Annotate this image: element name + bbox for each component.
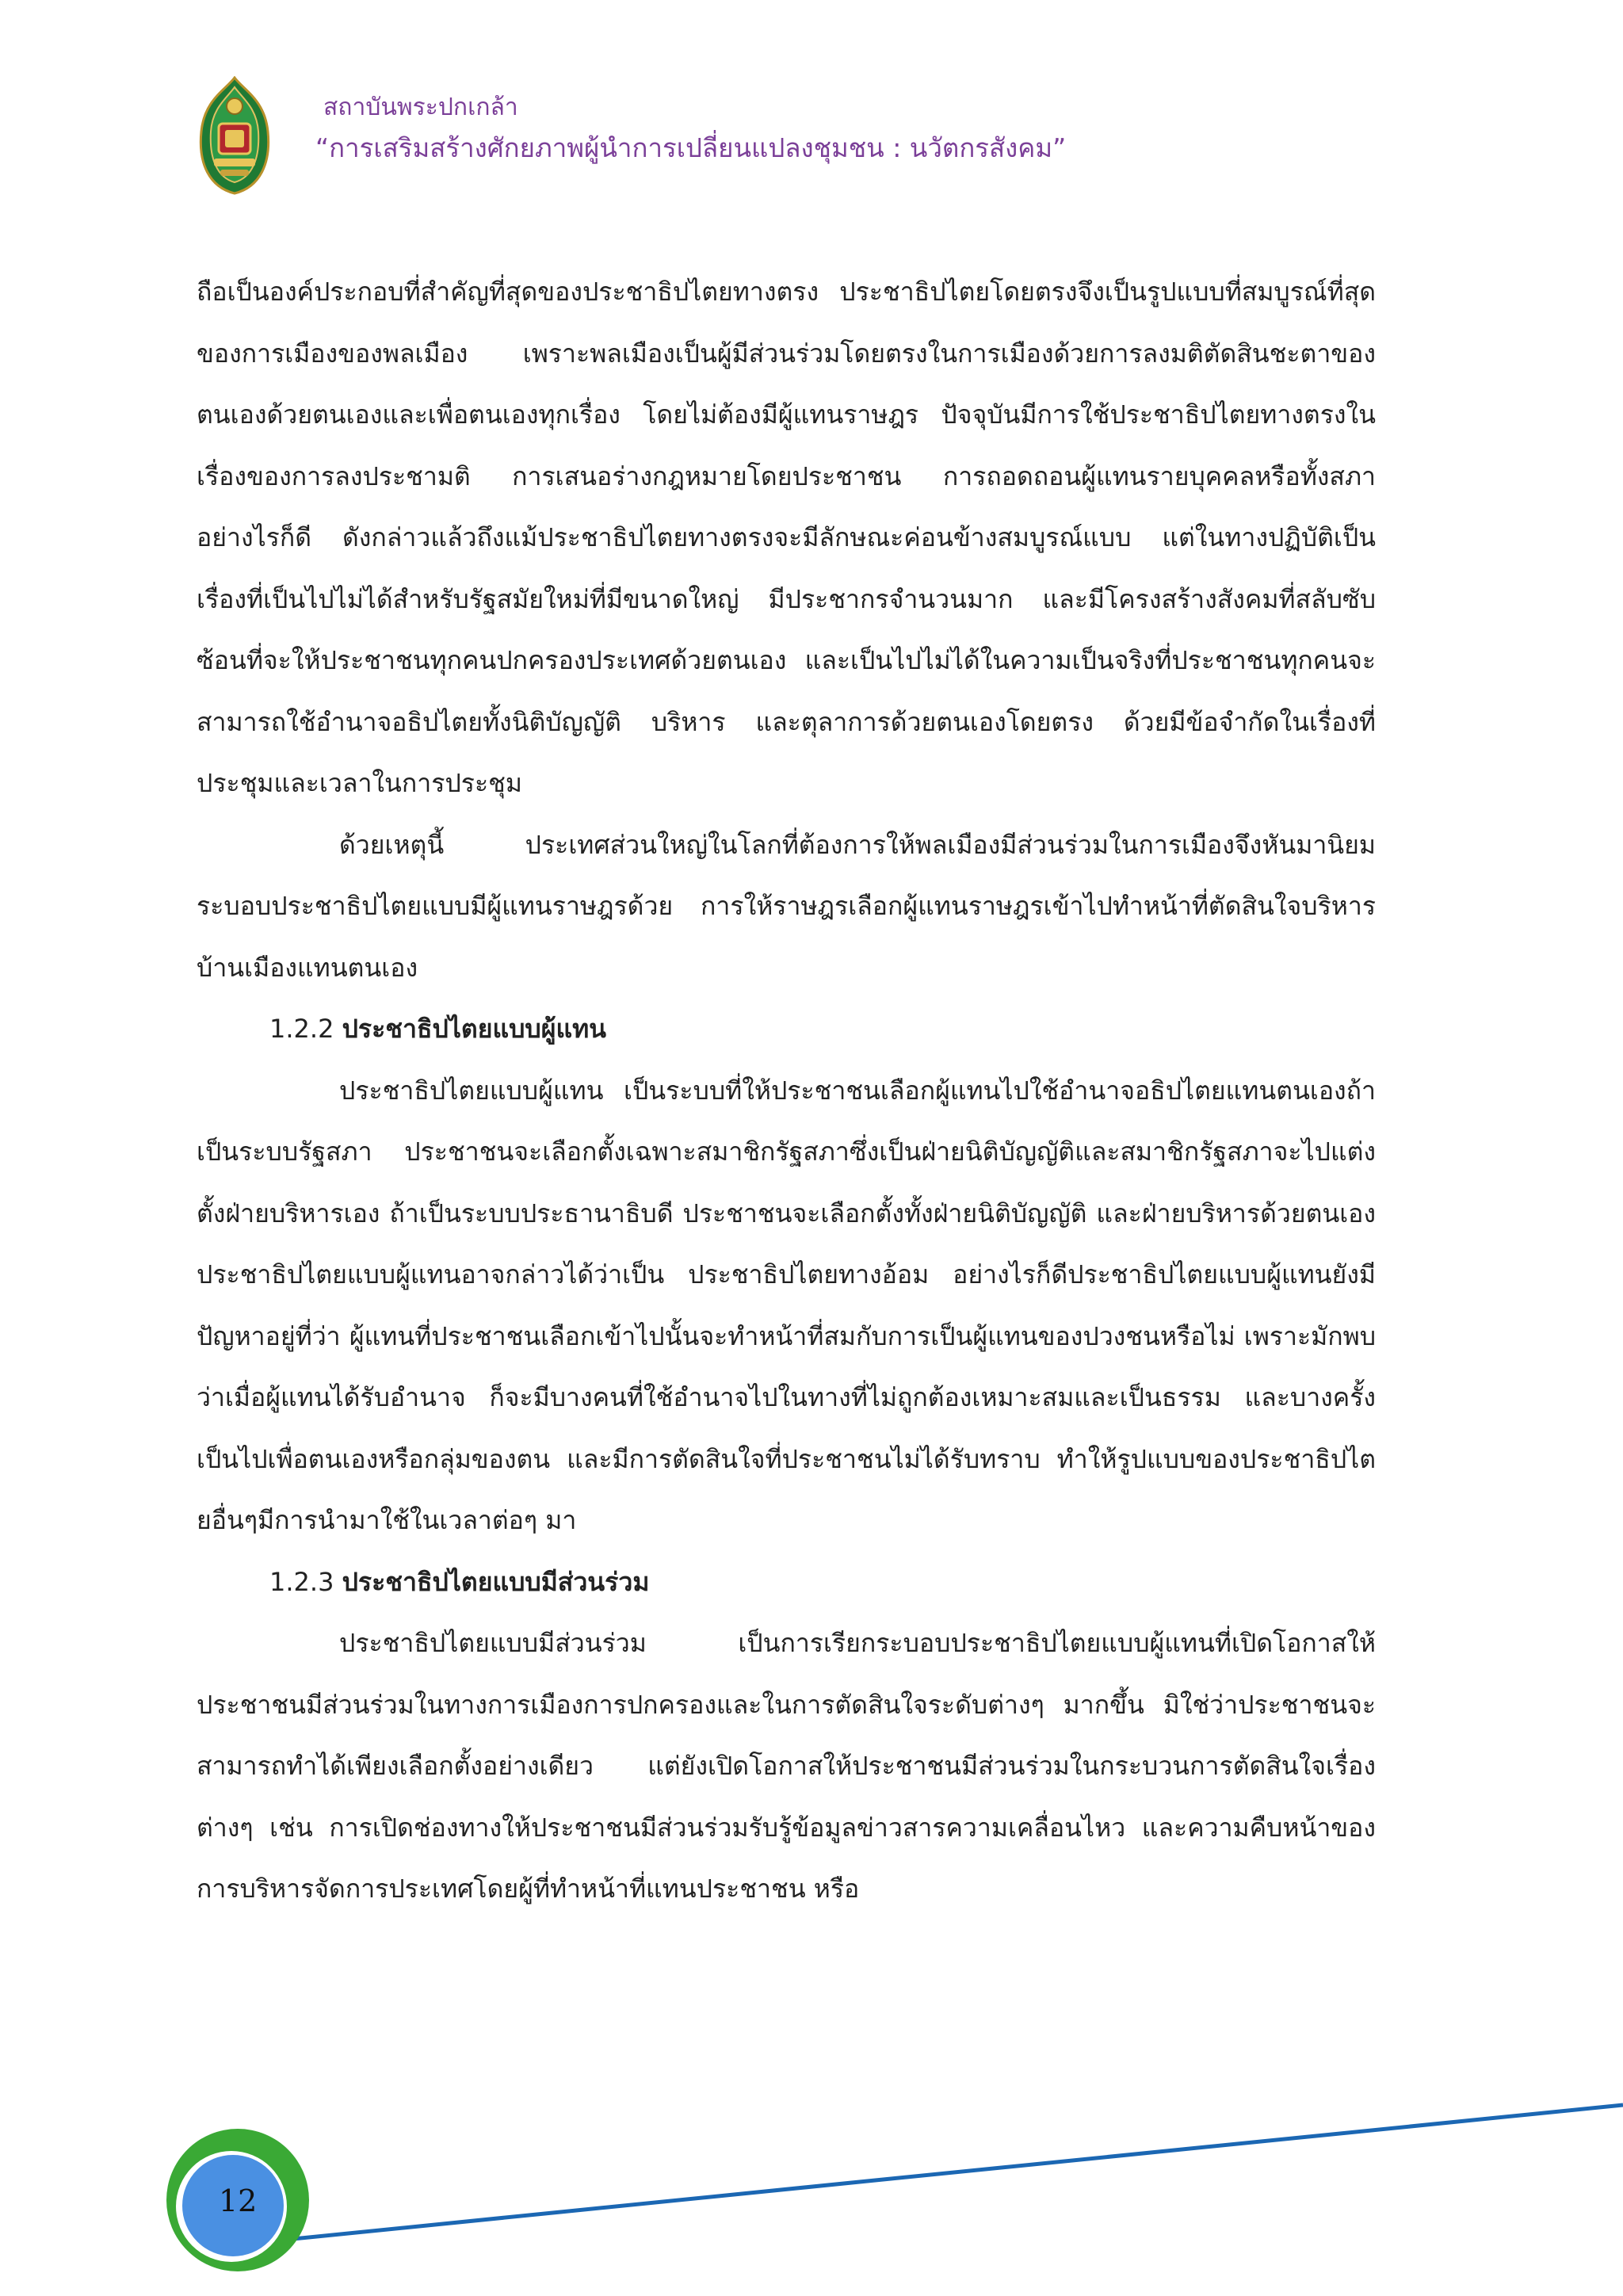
section-heading-1-2-3 — [197, 1552, 1376, 1614]
footer-line — [269, 2105, 1623, 2241]
page-footer-decoration — [0, 2061, 1623, 2296]
page-number: 12 — [219, 2183, 258, 2218]
institution-name: สถาบันพระปกเกล้า — [323, 94, 518, 121]
paragraph: ประชาธิปไตยแบบมีส่วนร่วม เป็นการเรียกระบอบประชาธิปไตยแบบผู้แทนที่เปิดโอกาสให้ประชาชนมีส่วนร่วมในทางการเมืองการปกครองและในการตัดสินใจระดับต่างๆ มากขึ้น มิใช่ว่าประชาชนจะสามารถทำได้เพียงเลือกตั้งอย่างเดียว แต่ยังเปิดโอกาสให้ประชาชนมีส่วนร่วมในกระบวนการตัดสินใจเรื่องต่างๆ เช่น การเปิดช่องทางให้ประชาชนมีส่วนร่วมรับรู้ข้อมูลข่าวสารความเคลื่อนไหว และความคืบหน้าของการบริหารจัดการประเทศโดยผู้ที่ทำหน้าที่แทนประชาชน หรือ — [197, 1628, 1376, 1904]
section-number: 1.2.3 — [269, 1566, 334, 1597]
section-title: ประชาธิปไตยแบบผู้แทน — [342, 1014, 607, 1044]
document-body — [197, 262, 1376, 1920]
section-number: 1.2.2 — [269, 1014, 334, 1044]
paragraph: ด้วยเหตุนี้ ประเทศส่วนใหญ่ในโลกที่ต้องการให้พลเมืองมีส่วนร่วมในการเมืองจึงหันมานิยมระบอบประชาธิปไตยแบบมีผู้แทนราษฎรด้วย การให้ราษฎรเลือกผู้แทนราษฎรเข้าไปทำหน้าที่ตัดสินใจบริหารบ้านเมืองแทนตนเอง — [197, 829, 1376, 983]
project-title: “การเสริมสร้างศักยภาพผู้นำการเปลี่ยนแปลงชุมชน : นวัตกรสังคม” — [315, 132, 1067, 163]
section-heading-1-2-2 — [197, 999, 1376, 1060]
paragraph: ถือเป็นองค์ประกอบที่สำคัญที่สุดของประชาธิปไตยทางตรง ประชาธิปไตยโดยตรงจึงเป็นรูปแบบที่สมบูรณ์ที่สุดของการเมืองของพลเมือง เพราะพลเมืองเป็นผู้มีส่วนร่วมโดยตรงในการเมืองด้วยการลงมติตัดสินชะตาของตนเองด้วยตนเองและเพื่อตนเองทุกเรื่อง โดยไม่ต้องมีผู้แทนราษฎร ปัจจุบันมีการใช้ประชาธิปไตยทางตรงในเรื่องของการลงประชามติ การเสนอร่างกฎหมายโดยประชาชน การถอดถอนผู้แทนรายบุคคลหรือทั้งสภา อย่างไรก็ดี ดังกล่าวแล้วถึงแม้ประชาธิปไตยทางตรงจะมีลักษณะค่อนข้างสมบูรณ์แบบ แต่ในทางปฏิบัติเป็นเรื่องที่เป็นไปไม่ได้สำหรับรัฐสมัยใหม่ที่มีขนาดใหญ่ มีประชากรจำนวนมาก และมีโครงสร้างสังคมที่สลับซับซ้อนที่จะให้ประชาชนทุกคนปกครองประเทศด้วยตนเอง และเป็นไปไม่ได้ในความเป็นจริงที่ประชาชนทุกคนจะสามารถใช้อำนาจอธิปไตยทั้งนิติบัญญัติ บริหาร และตุลาการด้วยตนเองโดยตรง ด้วยมีข้อจำกัดในเรื่องที่ประชุมและเวลาในการประชุม — [197, 277, 1376, 798]
institute-emblem-icon — [197, 76, 273, 195]
page-header — [197, 76, 1385, 203]
paragraph: ประชาธิปไตยแบบผู้แทน เป็นระบบที่ให้ประชาชนเลือกผู้แทนไปใช้อำนาจอธิปไตยแทนตนเองถ้าเป็นระบบรัฐสภา ประชาชนจะเลือกตั้งเฉพาะสมาชิกรัฐสภาซึ่งเป็นฝ่ายนิติบัญญัติและสมาชิกรัฐสภาจะไปแต่งตั้งฝ่ายบริหารเอง ถ้าเป็นระบบประธานาธิบดี ประชาชนจะเลือกตั้งทั้งฝ่ายนิติบัญญัติ และฝ่ายบริหารด้วยตนเอง ประชาธิปไตยแบบผู้แทนอาจกล่าวได้ว่าเป็น ประชาธิปไตยทางอ้อม อย่างไรก็ดีประชาธิปไตยแบบผู้แทนยังมีปัญหาอยู่ที่ว่า ผู้แทนที่ประชาชนเลือกเข้าไปนั้นจะทำหน้าที่สมกับการเป็นผู้แทนของปวงชนหรือไม่ เพราะมักพบว่าเมื่อผู้แทนได้รับอำนาจ ก็จะมีบางคนที่ใช้อำนาจไปในทางที่ไม่ถูกต้องเหมาะสมและเป็นธรรม และบางครั้งเป็นไปเพื่อตนเองหรือกลุ่มของตน และมีการตัดสินใจที่ประชาชนไม่ได้รับทราบ ทำให้รูปแบบของประชาธิปไตยอื่นๆมีการนำมาใช้ในเวลาต่อๆ มา — [197, 1075, 1376, 1535]
section-title: ประชาธิปไตยแบบมีส่วนร่วม — [342, 1566, 650, 1597]
